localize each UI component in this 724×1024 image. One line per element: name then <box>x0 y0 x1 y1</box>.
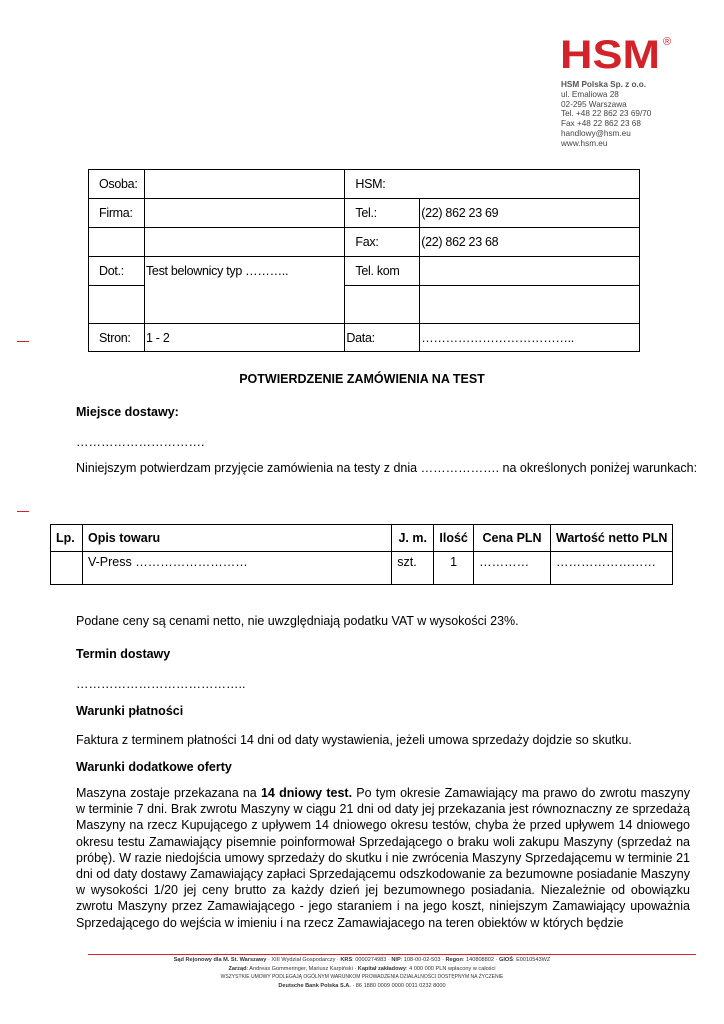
footer-text: · XIII Wydział Gospodarczy · <box>266 957 341 963</box>
logo-text: HSM <box>560 34 660 74</box>
footer <box>0 956 724 990</box>
footer-bank: Deutsche Bank Polska S.A. <box>278 982 351 989</box>
telkom-value <box>420 257 640 286</box>
data-value: ……………………………….. <box>420 324 640 352</box>
row-jm: szt. <box>392 552 434 585</box>
hsm-logo <box>560 34 680 74</box>
footer-account: · 86 1880 0009 0000 0011 0232 8000 <box>350 982 446 989</box>
company-fax: Fax +48 22 862 23 68 <box>561 119 641 129</box>
footer-gios-label: GIOŚ <box>498 957 513 963</box>
company-email[interactable]: handlowy@hsm.eu <box>561 128 631 138</box>
company-website[interactable]: www.hsm.eu <box>561 138 608 148</box>
row-wartosc: …………………… <box>551 552 673 585</box>
dot-label: Dot.: <box>89 257 145 286</box>
row-lp <box>51 552 83 585</box>
termin-heading: Termin dostawy <box>76 647 171 661</box>
footer-nip: : 108-00-02-503 · <box>400 957 446 963</box>
stron-label: Stron: <box>89 324 145 352</box>
footer-gios: : E0010543WZ <box>512 957 551 963</box>
footer-krs: : 0000274983 · <box>352 957 392 963</box>
firma-value <box>144 199 344 228</box>
company-name: HSM Polska Sp. z o.o. <box>561 80 647 89</box>
footer-divider <box>88 954 696 955</box>
empty-cell <box>144 228 344 257</box>
col-jm: J. m. <box>392 525 434 552</box>
dodatkowe-heading: Warunki dodatkowe oferty <box>76 760 232 774</box>
document-title: POTWIERDZENIE ZAMÓWIENIA NA TEST <box>239 372 485 386</box>
fax-label: Fax: <box>345 228 420 257</box>
row-opis: V-Press ……………………… <box>82 552 391 585</box>
footer-kapital-label: Kapitał zakładowy <box>357 965 406 972</box>
row-ilosc: 1 <box>434 552 474 585</box>
firma-label: Firma: <box>89 199 145 228</box>
footer-kapital: : 4 000 000 PLN wpłacony w całości <box>405 965 496 972</box>
footer-zarzad-label: Zarząd <box>228 965 247 972</box>
hsm-label: HSM: <box>345 170 640 199</box>
footer-regon-label: Regon <box>445 957 463 963</box>
footer-line-1 <box>0 956 724 965</box>
items-table <box>50 524 673 585</box>
footer-nip-label: NIP <box>391 957 401 963</box>
footer-court: Sąd Rejonowy dla M. St. Warszawy <box>173 957 267 963</box>
platnosci-text: Faktura z terminem płatności 14 dni od daty wystawienia, jeżeli umowa sprzedaży dojdzie so skutku. <box>76 733 632 747</box>
row-cena: ………… <box>474 552 551 585</box>
platnosci-heading: Warunki płatności <box>76 704 184 718</box>
telkom-label: Tel. kom <box>345 257 420 286</box>
tel-label: Tel.: <box>345 199 420 228</box>
footer-line-3: WSZYSTKIE UMOWY PODLEGAJĄ OGÓLNYM WARUNKOM PROWADZENIA DZIAŁALNOŚCI DOSTĘPNYM NA ŻYCZENIE <box>220 974 504 980</box>
header-table <box>88 169 640 352</box>
table-row <box>51 552 673 585</box>
footer-regon: : 140808802 · <box>462 957 499 963</box>
osoba-label: Osoba: <box>89 170 145 199</box>
tel-value: (22) 862 23 69 <box>420 199 640 228</box>
dodatkowe-intro: Maszyna zostaje przekazana na <box>76 786 261 800</box>
address-city: 02-295 Warszawa <box>561 99 627 109</box>
empty-cell <box>89 228 145 257</box>
osoba-value <box>144 170 344 199</box>
footer-line-2 <box>0 965 724 974</box>
margin-mark <box>17 511 29 512</box>
dodatkowe-rest: Po tym okresie Zamawiający ma prawo do zwrotu maszyny w terminie 7 dni. Brak zwrotu Maszyny w ciągu 21 dni od daty jej przekazania jest równoznaczny ze sprzedażą Maszyny na rzecz Kupującego z upływem 14 dniowego okresu testów, chyba że przed upływem 14 dniowego okresu testu Zamawiający pisemnie poinformował Sprzedającego o braku woli zakupu Maszyny (sprzedaż na próbę). W razie niedojścia umowy sprzedaży do skutku i nie zwrócenia Maszyny Sprzedającemu w terminie 21 dni od daty dostawy Zamawiający zapłaci Sprzedającemu odszkodowanie za bezumowne posiadanie Maszyny w wysokości 1/20 jej ceny brutto za każdy dzień jej bezumownego posiadania. Niezależnie od obowiązku zwrotu Maszyny przez Zamawiającego - jego staraniem i na jego koszt, niniejszym Zamawiający upoważnia Sprzedającego do wejścia w imieniu i na rzecz Zamawiajacego na teren obiektów w których będzie <box>76 786 690 930</box>
footer-zarzad: : Andreas Gommeringer, Mariusz Karpiński · <box>246 965 358 972</box>
col-cena: Cena PLN <box>474 525 551 552</box>
company-phone: Tel. +48 22 862 23 69/70 <box>561 109 652 119</box>
stron-value: 1 - 2 <box>144 324 344 352</box>
margin-mark <box>17 341 29 342</box>
data-label: Data: <box>345 324 420 352</box>
termin-value: ………………………………….. <box>76 677 246 691</box>
fax-value: (22) 862 23 68 <box>420 228 640 257</box>
empty-cell <box>345 286 420 324</box>
footer-krs-label: KRS <box>340 957 353 963</box>
empty-cell <box>420 286 640 324</box>
empty-cell <box>89 286 145 324</box>
dodatkowe-bold: 14 dniowy test. <box>260 786 353 800</box>
miejsce-heading: Miejsce dostawy: <box>76 405 179 419</box>
col-lp: Lp. <box>51 525 83 552</box>
dot-value: Test belownicy typ ……….. <box>144 257 344 324</box>
confirm-text: Niniejszym potwierdzam przyjęcie zamówienia na testy z dnia ………………. na określonych poniżej warunkach: <box>76 461 698 475</box>
miejsce-value: …………………………. <box>76 435 205 449</box>
registered-mark: ® <box>663 36 672 48</box>
col-wartosc: Wartość netto PLN <box>551 525 673 552</box>
footer-line-4 <box>0 982 724 991</box>
col-opis: Opis towaru <box>82 525 391 552</box>
address-street: ul. Emaliowa 28 <box>561 89 619 99</box>
vat-note: Podane ceny są cenami netto, nie uwzględniają podatku VAT w wysokości 23%. <box>76 614 519 628</box>
col-ilosc: Ilość <box>434 525 474 552</box>
company-address <box>561 80 711 149</box>
dodatkowe-paragraph <box>76 785 690 931</box>
